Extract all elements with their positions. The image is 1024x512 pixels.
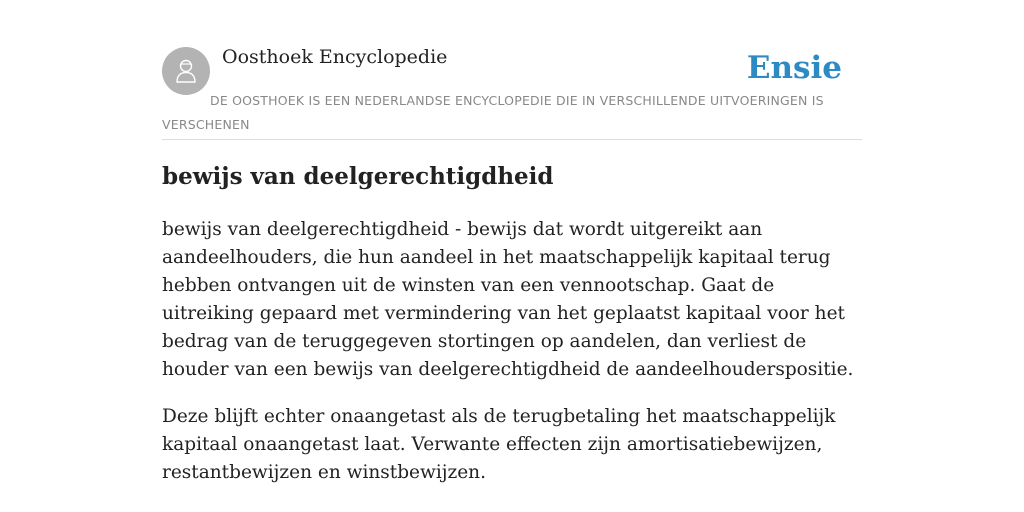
ensie-logo[interactable]: Ensie xyxy=(746,50,842,86)
user-icon xyxy=(171,56,201,86)
page-container xyxy=(162,0,862,483)
source-avatar[interactable] xyxy=(162,47,210,95)
article-title: bewijs van deelgerechtigdheid xyxy=(162,163,554,190)
article-paragraph-1: bewijs van deelgerechtigdheid - bewijs dat wordt uitgereikt aan aandeelhouders, die hun aandeel in het maatschappelijk kapitaal terug hebben ontvangen uit de winsten van een vennootschap. Gaat de uitreiking gepaard met vermindering van het geplaatst kapitaal voor het bedrag van de teruggegeven stortingen op aandelen, dan verliest de houder van een bewijs van deelgerechtigdheid de aandeelhouderspositie. xyxy=(162,219,854,380)
source-name-link[interactable]: Oosthoek Encyclopedie xyxy=(222,46,448,68)
article-paragraph-2: Deze blijft echter onaangetast als de terugbetaling het maatschappelijk kapitaal onaangetast laat. Verwante effecten zijn amortisatiebewijzen, restantbewijzen en winstbewijzen. xyxy=(162,406,836,483)
source-header xyxy=(162,0,862,140)
source-description: DE OOSTHOEK IS EEN NEDERLANDSE ENCYCLOPEDIE DIE IN VERSCHILLENDE UITVOERINGEN IS VERSCHENEN xyxy=(162,93,824,132)
